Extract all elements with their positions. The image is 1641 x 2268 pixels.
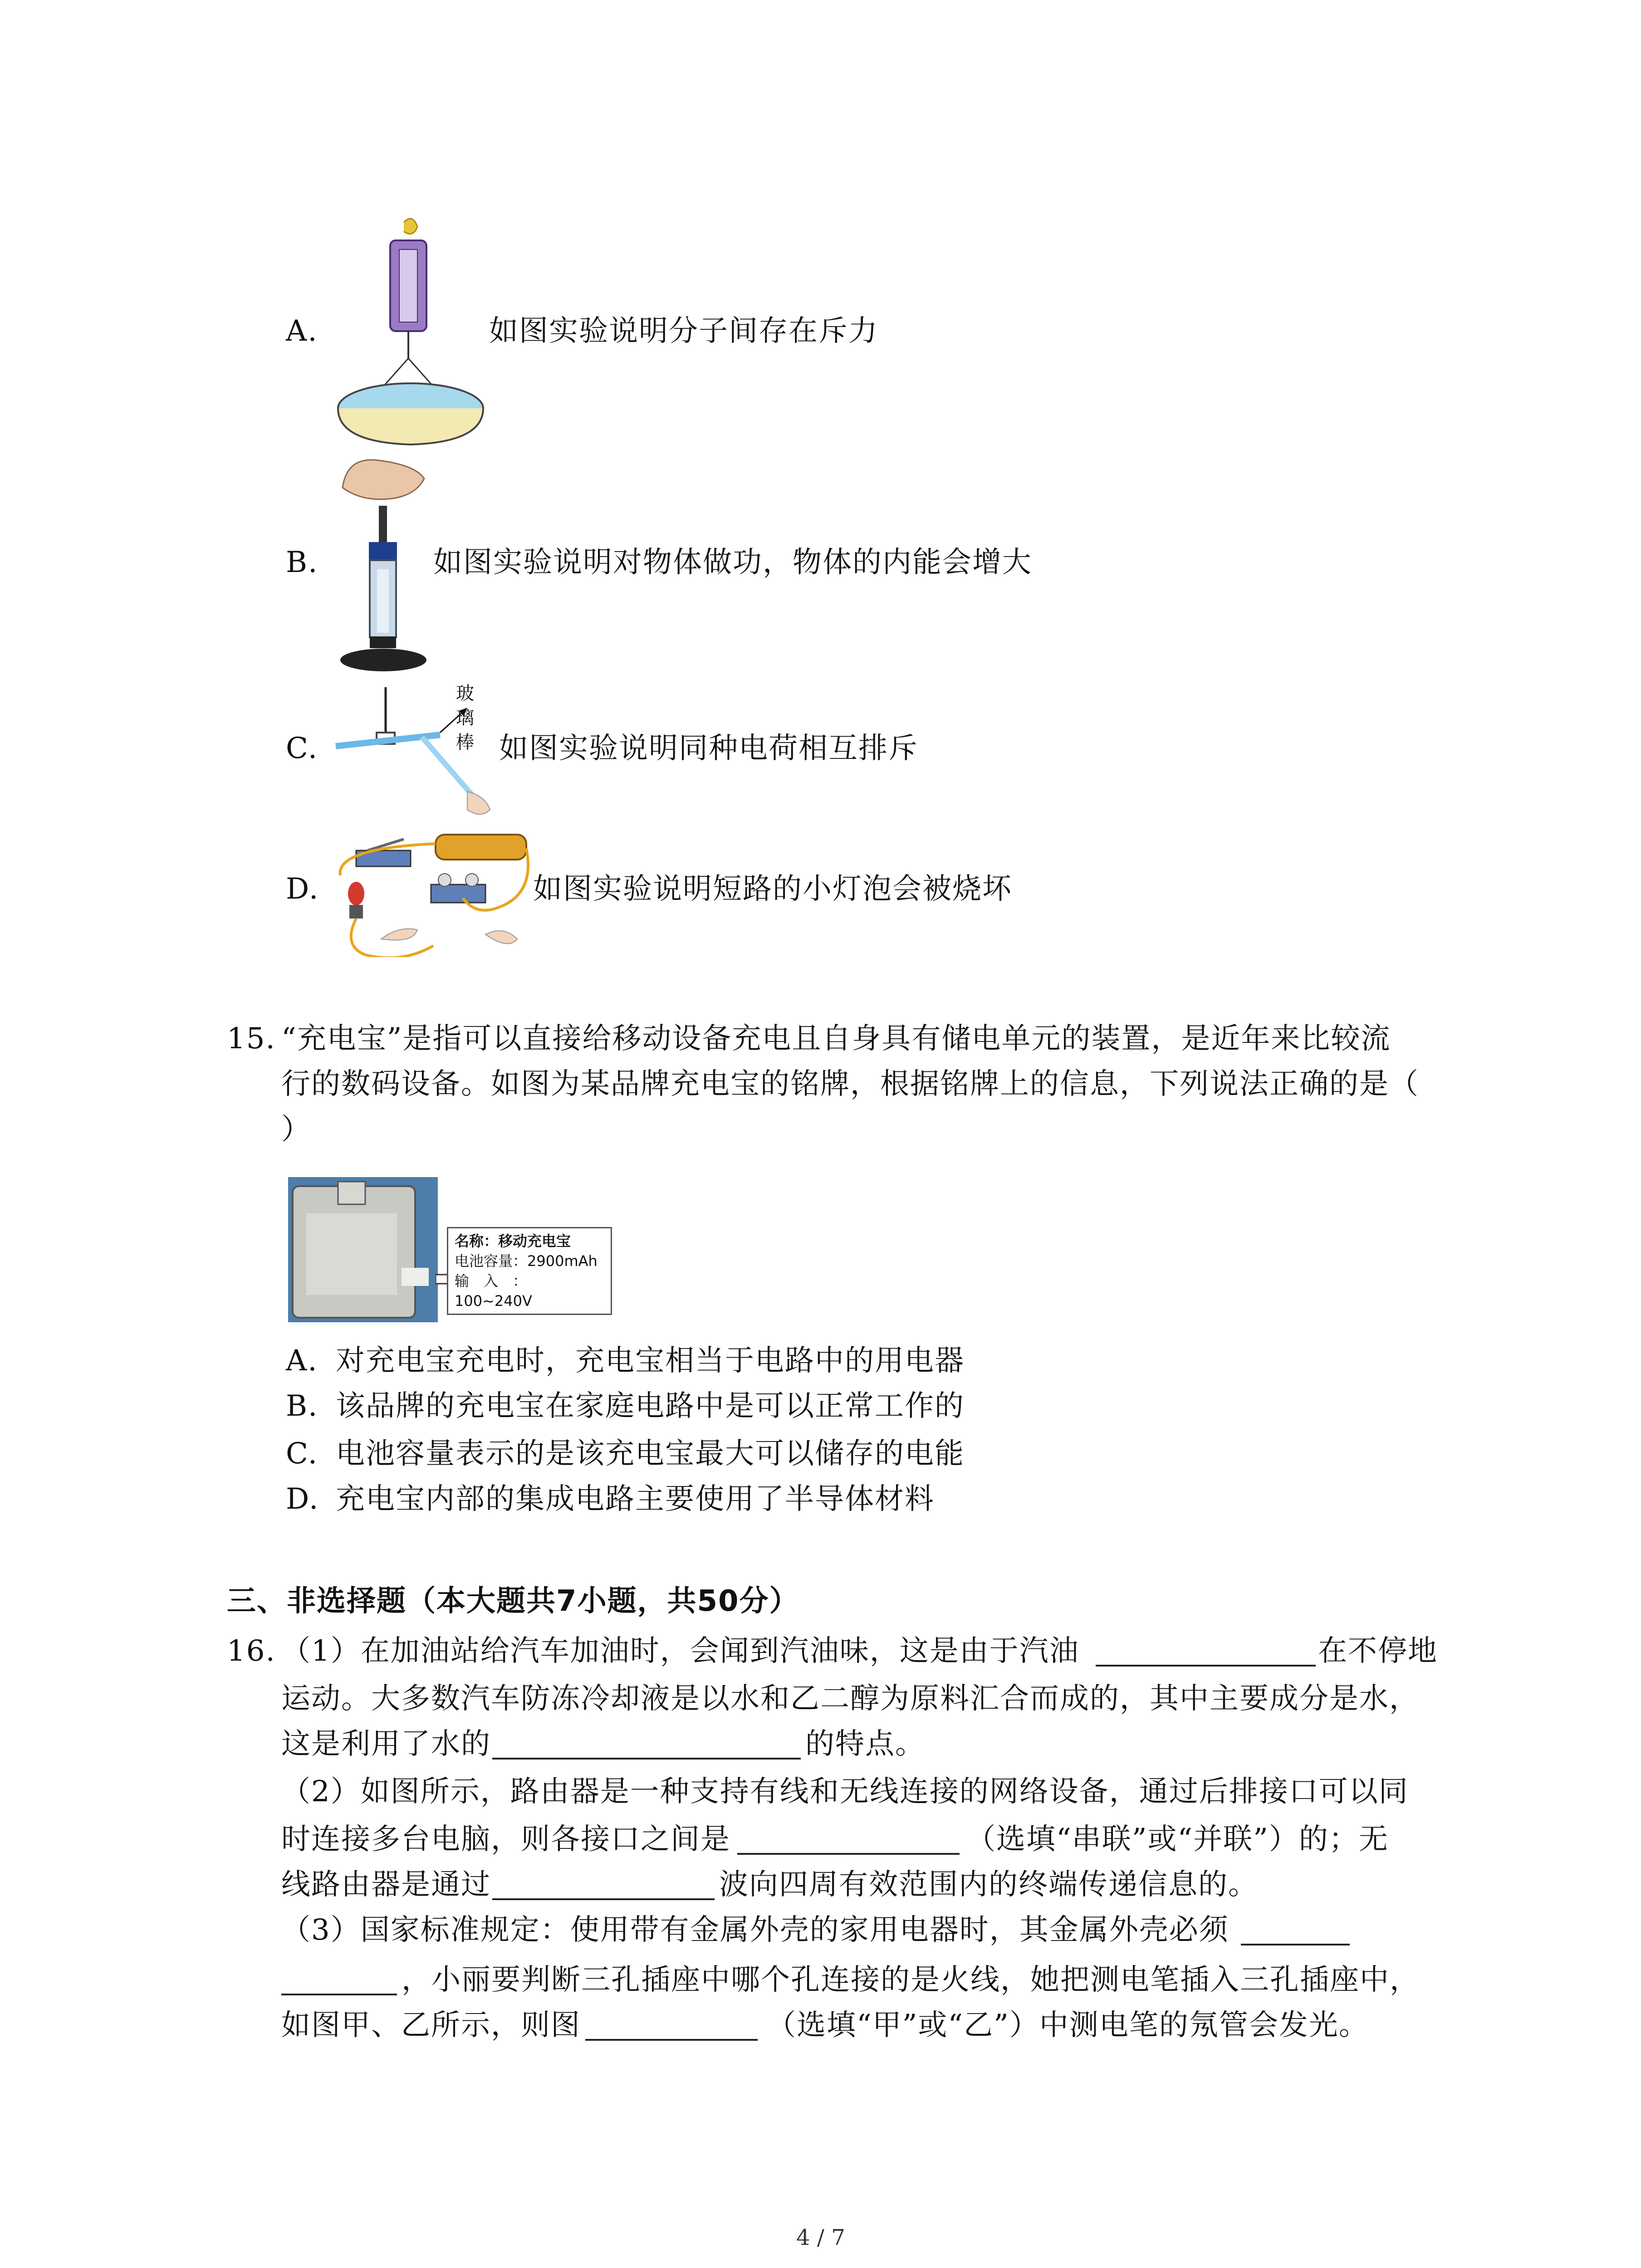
q15-number: 15.: [227, 1022, 276, 1056]
nameplate-capacity: 电池容量：2900mAh: [455, 1252, 598, 1270]
q15-option-a-text: 对充电宝充电时，充电宝相当于电路中的用电器: [336, 1344, 965, 1378]
option-a-letter: A.: [286, 314, 318, 348]
q15-option-d-letter: D.: [286, 1482, 319, 1516]
q16-blank-5a[interactable]: [1241, 1912, 1350, 1945]
glass-rod-label-char: 玻: [456, 683, 474, 704]
option-b-letter: B.: [286, 546, 318, 579]
option-d-text: 如图实验说明短路的小灯泡会被烧坏: [533, 872, 1012, 906]
q16-line6a: 线路由器是通过: [281, 1868, 491, 1901]
q15-option-a-letter: A.: [286, 1344, 318, 1378]
page-number: 4 / 7: [796, 2225, 845, 2250]
option-c-letter: C.: [286, 732, 318, 765]
q16-blank-1[interactable]: [1096, 1633, 1316, 1667]
q15-option-d-text: 充电宝内部的集成电路主要使用了半导体材料: [336, 1482, 935, 1516]
q15-option-b-letter: B.: [286, 1389, 318, 1423]
q16-line4: （2）如图所示，路由器是一种支持有线和无线连接的网络设备，通过后排接口可以同: [281, 1775, 1409, 1809]
power-bank-photo: [288, 1177, 438, 1322]
option-d-letter: D.: [286, 872, 319, 906]
q15-option-c-letter: C.: [286, 1437, 318, 1471]
q16-line6b: 波向四周有效范围内的终端传递信息的。: [719, 1868, 1258, 1901]
glass-rod-label-char: 棒: [456, 732, 474, 753]
q16-line3a: 这是利用了水的: [281, 1727, 491, 1761]
q16-line9b: （选填“甲”或“乙”）中测电笔的氖管会发光。: [767, 2009, 1369, 2042]
q16-line7a: （3）国家标准规定：使用带有金属外壳的家用电器时，其金属外壳必须: [281, 1913, 1229, 1947]
q16-blank-5b[interactable]: [281, 1962, 397, 1995]
q16-line9a: 如图甲、乙所示，则图: [281, 2009, 581, 2042]
q15-stem-line3: ）: [281, 1113, 311, 1146]
option-a-text: 如图实验说明分子间存在斥力: [489, 314, 878, 348]
q16-blank-4[interactable]: [492, 1867, 715, 1900]
q16-blank-2[interactable]: [492, 1726, 801, 1760]
glass-rod-label-char: 璃: [456, 708, 474, 728]
q15-option-c-text: 电池容量表示的是该充电宝最大可以储存的电能: [336, 1437, 965, 1471]
q15-stem-line2: 行的数码设备。如图为某品牌充电宝的铭牌，根据铭牌上的信息，下列说法正确的是（: [281, 1067, 1419, 1101]
q16-line1b: 在不停地: [1318, 1634, 1438, 1668]
q15-option-b-text: 该品牌的充电宝在家庭电路中是可以正常工作的: [336, 1389, 965, 1423]
nameplate: [447, 1227, 612, 1315]
option-c-text: 如图实验说明同种电荷相互排斥: [499, 732, 918, 765]
q16-line3b: 的特点。: [805, 1727, 925, 1761]
section-heading: 三、非选择题（本大题共7小题，共50分）: [227, 1584, 799, 1618]
q16-line2: 运动。大多数汽车防冻冷却液是以水和乙二醇为原料汇合而成的，其中主要成分是水，: [281, 1682, 1419, 1716]
q16-line1a: （1）在加油站给汽车加油时，会闻到汽油味，这是由于汽油: [281, 1634, 1079, 1668]
glass-rod-label: [454, 681, 476, 755]
spring-scale-figure: [336, 213, 485, 449]
q16-line5b: （选填“串联”或“并联”）的；无: [966, 1823, 1389, 1856]
q16-number: 16.: [227, 1634, 276, 1668]
q16-line8b: ，小丽要判断三孔插座中哪个孔连接的是火线，她把测电笔插入三孔插座中，: [402, 1963, 1420, 1997]
q16-blank-3[interactable]: [737, 1821, 960, 1855]
q15-stem-line1: “充电宝”是指可以直接给移动设备充电且自身具有储电单元的装置，是近年来比较流: [281, 1022, 1391, 1056]
short-circuit-figure: [331, 826, 535, 957]
nameplate-name: 名称：移动充电宝: [455, 1232, 571, 1250]
q16-line5a: 时连接多台电脑，则各接口之间是: [281, 1823, 730, 1856]
glass-rod-figure: [331, 683, 508, 819]
q16-blank-6[interactable]: [585, 2007, 758, 2041]
compression-cylinder-figure: [333, 456, 438, 674]
option-b-text: 如图实验说明对物体做功，物体的内能会增大: [433, 546, 1032, 579]
nameplate-input: 输 入 ：100~240V: [455, 1272, 532, 1310]
